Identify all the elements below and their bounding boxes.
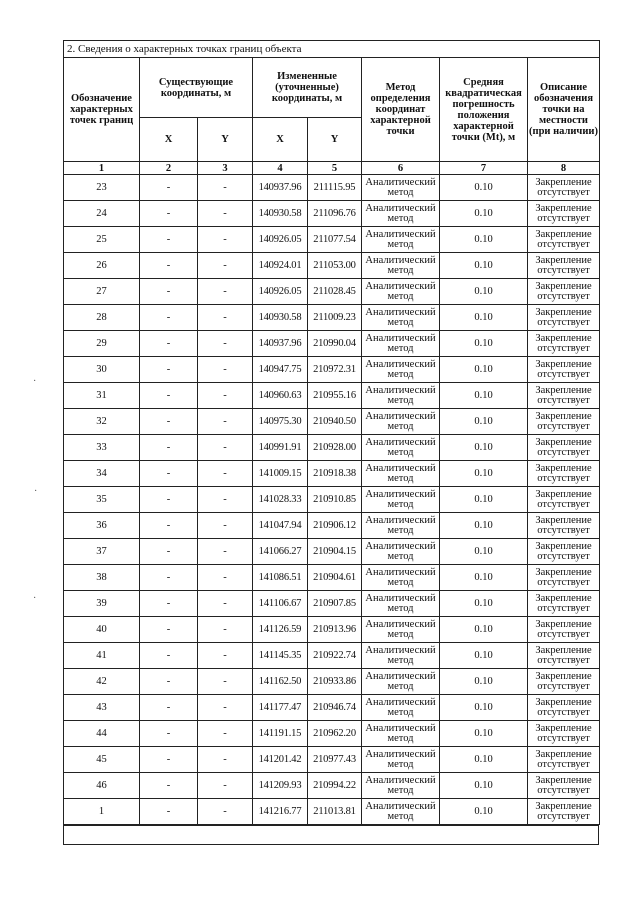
cell-changed-y: 211053.00	[308, 253, 362, 279]
cell-changed-x: 141106.67	[253, 591, 308, 617]
cell-method: Аналитический метод	[362, 721, 440, 747]
table-row	[64, 305, 600, 331]
cell-error: 0.10	[440, 305, 528, 331]
cell-existing-x: -	[140, 773, 198, 799]
cell-method: Аналитический метод	[362, 747, 440, 773]
cell-changed-y: 210913.96	[308, 617, 362, 643]
cell-existing-y: -	[198, 773, 253, 799]
cell-changed-x: 140930.58	[253, 201, 308, 227]
cell-method: Аналитический метод	[362, 175, 440, 201]
header-method: Метод определения координат характерной точки	[362, 58, 440, 162]
header-description: Описание обозначения точки на местности (при наличии)	[528, 58, 600, 162]
cell-changed-y: 210910.85	[308, 487, 362, 513]
cell-point-id: 39	[64, 591, 140, 617]
column-number-row	[64, 162, 600, 175]
column-number: 3	[198, 162, 253, 175]
cell-method: Аналитический метод	[362, 617, 440, 643]
cell-description: Закрепление отсутствует	[528, 305, 600, 331]
table-footer	[63, 825, 599, 845]
table-row	[64, 643, 600, 669]
cell-existing-y: -	[198, 591, 253, 617]
cell-method: Аналитический метод	[362, 565, 440, 591]
cell-description: Закрепление отсутствует	[528, 695, 600, 721]
cell-method: Аналитический метод	[362, 539, 440, 565]
cell-error: 0.10	[440, 409, 528, 435]
cell-existing-y: -	[198, 487, 253, 513]
cell-changed-y: 211028.45	[308, 279, 362, 305]
cell-description: Закрепление отсутствует	[528, 721, 600, 747]
table-row	[64, 747, 600, 773]
cell-point-id: 38	[64, 565, 140, 591]
column-number: 5	[308, 162, 362, 175]
table-row	[64, 513, 600, 539]
cell-error: 0.10	[440, 695, 528, 721]
cell-existing-y: -	[198, 669, 253, 695]
cell-error: 0.10	[440, 513, 528, 539]
cell-changed-y: 210906.12	[308, 513, 362, 539]
table-row	[64, 331, 600, 357]
cell-point-id: 45	[64, 747, 140, 773]
column-number: 1	[64, 162, 140, 175]
cell-error: 0.10	[440, 357, 528, 383]
cell-existing-y: -	[198, 175, 253, 201]
cell-changed-x: 140930.58	[253, 305, 308, 331]
column-number: 8	[528, 162, 600, 175]
cell-point-id: 30	[64, 357, 140, 383]
cell-method: Аналитический метод	[362, 279, 440, 305]
cell-point-id: 29	[64, 331, 140, 357]
cell-existing-x: -	[140, 539, 198, 565]
cell-method: Аналитический метод	[362, 253, 440, 279]
cell-existing-y: -	[198, 617, 253, 643]
cell-existing-y: -	[198, 435, 253, 461]
table-row	[64, 565, 600, 591]
cell-error: 0.10	[440, 643, 528, 669]
cell-changed-y: 210904.15	[308, 539, 362, 565]
cell-existing-x: -	[140, 201, 198, 227]
cell-changed-x: 140947.75	[253, 357, 308, 383]
cell-existing-y: -	[198, 227, 253, 253]
column-number: 2	[140, 162, 198, 175]
cell-point-id: 44	[64, 721, 140, 747]
table-row	[64, 175, 600, 201]
cell-error: 0.10	[440, 773, 528, 799]
column-number: 4	[253, 162, 308, 175]
cell-error: 0.10	[440, 175, 528, 201]
cell-point-id: 41	[64, 643, 140, 669]
cell-error: 0.10	[440, 669, 528, 695]
cell-error: 0.10	[440, 383, 528, 409]
cell-description: Закрепление отсутствует	[528, 773, 600, 799]
cell-point-id: 32	[64, 409, 140, 435]
cell-existing-x: -	[140, 357, 198, 383]
cell-existing-x: -	[140, 409, 198, 435]
cell-error: 0.10	[440, 799, 528, 825]
cell-existing-x: -	[140, 175, 198, 201]
cell-changed-x: 141162.50	[253, 669, 308, 695]
cell-changed-y: 210977.43	[308, 747, 362, 773]
cell-changed-x: 141177.47	[253, 695, 308, 721]
cell-changed-x: 141086.51	[253, 565, 308, 591]
header-changed-x: X	[253, 118, 308, 162]
table-row	[64, 357, 600, 383]
header-existing-x: X	[140, 118, 198, 162]
cell-point-id: 24	[64, 201, 140, 227]
table-row	[64, 201, 600, 227]
cell-point-id: 46	[64, 773, 140, 799]
scan-speck: ·	[34, 486, 38, 497]
cell-changed-y: 210940.50	[308, 409, 362, 435]
cell-existing-y: -	[198, 253, 253, 279]
header-changed-y: Y	[308, 118, 362, 162]
cell-existing-y: -	[198, 539, 253, 565]
cell-changed-x: 141201.42	[253, 747, 308, 773]
cell-description: Закрепление отсутствует	[528, 331, 600, 357]
table-row	[64, 253, 600, 279]
cell-changed-x: 140937.96	[253, 175, 308, 201]
cell-description: Закрепление отсутствует	[528, 617, 600, 643]
cell-description: Закрепление отсутствует	[528, 799, 600, 825]
cell-description: Закрепление отсутствует	[528, 565, 600, 591]
cell-method: Аналитический метод	[362, 357, 440, 383]
cell-point-id: 1	[64, 799, 140, 825]
table-row	[64, 227, 600, 253]
table-row	[64, 591, 600, 617]
cell-existing-x: -	[140, 617, 198, 643]
cell-description: Закрепление отсутствует	[528, 175, 600, 201]
cell-existing-x: -	[140, 747, 198, 773]
cell-changed-y: 211115.95	[308, 175, 362, 201]
table-row	[64, 695, 600, 721]
table-row	[64, 773, 600, 799]
cell-changed-y: 210907.85	[308, 591, 362, 617]
cell-changed-y: 210955.16	[308, 383, 362, 409]
cell-changed-x: 141126.59	[253, 617, 308, 643]
cell-changed-x: 140960.63	[253, 383, 308, 409]
cell-method: Аналитический метод	[362, 383, 440, 409]
cell-existing-x: -	[140, 331, 198, 357]
table-row	[64, 721, 600, 747]
cell-description: Закрепление отсутствует	[528, 487, 600, 513]
cell-method: Аналитический метод	[362, 799, 440, 825]
cell-existing-y: -	[198, 565, 253, 591]
cell-changed-y: 211013.81	[308, 799, 362, 825]
cell-method: Аналитический метод	[362, 773, 440, 799]
cell-point-id: 37	[64, 539, 140, 565]
cell-existing-y: -	[198, 357, 253, 383]
scan-speck: ·	[33, 376, 37, 387]
cell-error: 0.10	[440, 591, 528, 617]
cell-existing-y: -	[198, 201, 253, 227]
cell-error: 0.10	[440, 201, 528, 227]
cell-description: Закрепление отсутствует	[528, 253, 600, 279]
cell-existing-x: -	[140, 591, 198, 617]
table-row	[64, 669, 600, 695]
cell-changed-x: 141209.93	[253, 773, 308, 799]
header-existing: Существующие координаты, м	[140, 58, 253, 118]
cell-description: Закрепление отсутствует	[528, 279, 600, 305]
cell-method: Аналитический метод	[362, 461, 440, 487]
cell-method: Аналитический метод	[362, 643, 440, 669]
column-number: 7	[440, 162, 528, 175]
cell-existing-y: -	[198, 747, 253, 773]
cell-changed-y: 210946.74	[308, 695, 362, 721]
cell-existing-y: -	[198, 721, 253, 747]
cell-method: Аналитический метод	[362, 591, 440, 617]
cell-existing-x: -	[140, 461, 198, 487]
cell-changed-x: 140937.96	[253, 331, 308, 357]
cell-existing-x: -	[140, 695, 198, 721]
cell-changed-y: 210904.61	[308, 565, 362, 591]
cell-changed-y: 210994.22	[308, 773, 362, 799]
cell-error: 0.10	[440, 747, 528, 773]
cell-changed-x: 141066.27	[253, 539, 308, 565]
cell-existing-x: -	[140, 487, 198, 513]
document-sheet	[63, 40, 599, 845]
cell-error: 0.10	[440, 435, 528, 461]
cell-changed-y: 210990.04	[308, 331, 362, 357]
cell-existing-y: -	[198, 305, 253, 331]
cell-changed-y: 210972.31	[308, 357, 362, 383]
cell-changed-x: 140975.30	[253, 409, 308, 435]
cell-error: 0.10	[440, 487, 528, 513]
cell-changed-x: 140926.05	[253, 279, 308, 305]
cell-changed-x: 141216.77	[253, 799, 308, 825]
cell-method: Аналитический метод	[362, 669, 440, 695]
cell-point-id: 28	[64, 305, 140, 331]
cell-error: 0.10	[440, 331, 528, 357]
cell-error: 0.10	[440, 227, 528, 253]
cell-existing-y: -	[198, 331, 253, 357]
cell-description: Закрепление отсутствует	[528, 227, 600, 253]
cell-changed-x: 141009.15	[253, 461, 308, 487]
header-error: Средняя квадратическая погрешность положения характерной точки (Mt), м	[440, 58, 528, 162]
cell-existing-x: -	[140, 799, 198, 825]
table-row	[64, 383, 600, 409]
cell-changed-y: 210962.20	[308, 721, 362, 747]
cell-existing-x: -	[140, 383, 198, 409]
cell-point-id: 26	[64, 253, 140, 279]
cell-existing-y: -	[198, 695, 253, 721]
section-title: 2. Сведения о характерных точках границ объекта	[64, 41, 600, 58]
cell-description: Закрепление отсутствует	[528, 461, 600, 487]
cell-description: Закрепление отсутствует	[528, 643, 600, 669]
cell-error: 0.10	[440, 461, 528, 487]
cell-description: Закрепление отсутствует	[528, 747, 600, 773]
cell-changed-y: 210918.38	[308, 461, 362, 487]
cell-existing-x: -	[140, 643, 198, 669]
table-row	[64, 617, 600, 643]
cell-existing-x: -	[140, 279, 198, 305]
cell-description: Закрепление отсутствует	[528, 669, 600, 695]
scan-speck: ·	[33, 593, 37, 604]
cell-error: 0.10	[440, 617, 528, 643]
table-row	[64, 409, 600, 435]
cell-existing-y: -	[198, 461, 253, 487]
cell-changed-x: 141028.33	[253, 487, 308, 513]
cell-existing-x: -	[140, 305, 198, 331]
cell-point-id: 42	[64, 669, 140, 695]
header-point: Обозначение характерных точек границ	[64, 58, 140, 162]
cell-point-id: 23	[64, 175, 140, 201]
cell-error: 0.10	[440, 253, 528, 279]
table-row	[64, 279, 600, 305]
header-existing-y: Y	[198, 118, 253, 162]
cell-description: Закрепление отсутствует	[528, 409, 600, 435]
cell-error: 0.10	[440, 721, 528, 747]
cell-changed-x: 141191.15	[253, 721, 308, 747]
cell-changed-x: 140924.01	[253, 253, 308, 279]
cell-point-id: 27	[64, 279, 140, 305]
cell-changed-x: 141145.35	[253, 643, 308, 669]
cell-description: Закрепление отсутствует	[528, 591, 600, 617]
cell-point-id: 35	[64, 487, 140, 513]
cell-changed-y: 211077.54	[308, 227, 362, 253]
cell-method: Аналитический метод	[362, 227, 440, 253]
cell-changed-y: 210922.74	[308, 643, 362, 669]
cell-error: 0.10	[440, 565, 528, 591]
table-row	[64, 461, 600, 487]
table-row	[64, 435, 600, 461]
empty-footer-cell	[64, 826, 599, 845]
table-row	[64, 539, 600, 565]
cell-method: Аналитический метод	[362, 695, 440, 721]
cell-point-id: 25	[64, 227, 140, 253]
cell-method: Аналитический метод	[362, 435, 440, 461]
cell-error: 0.10	[440, 279, 528, 305]
boundary-points-table	[63, 40, 600, 825]
cell-changed-y: 210928.00	[308, 435, 362, 461]
cell-point-id: 31	[64, 383, 140, 409]
cell-description: Закрепление отсутствует	[528, 201, 600, 227]
cell-description: Закрепление отсутствует	[528, 539, 600, 565]
cell-existing-y: -	[198, 383, 253, 409]
cell-method: Аналитический метод	[362, 201, 440, 227]
cell-changed-x: 141047.94	[253, 513, 308, 539]
cell-point-id: 36	[64, 513, 140, 539]
cell-changed-y: 210933.86	[308, 669, 362, 695]
cell-existing-y: -	[198, 799, 253, 825]
cell-changed-y: 211096.76	[308, 201, 362, 227]
cell-existing-y: -	[198, 643, 253, 669]
cell-method: Аналитический метод	[362, 513, 440, 539]
cell-existing-x: -	[140, 513, 198, 539]
cell-existing-y: -	[198, 279, 253, 305]
cell-existing-x: -	[140, 565, 198, 591]
cell-point-id: 34	[64, 461, 140, 487]
cell-method: Аналитический метод	[362, 305, 440, 331]
cell-changed-x: 140991.91	[253, 435, 308, 461]
cell-existing-y: -	[198, 409, 253, 435]
cell-description: Закрепление отсутствует	[528, 357, 600, 383]
header-changed: Измененные (уточненные) координаты, м	[253, 58, 362, 118]
table-row	[64, 799, 600, 825]
cell-description: Закрепление отсутствует	[528, 513, 600, 539]
table-row	[64, 487, 600, 513]
cell-description: Закрепление отсутствует	[528, 435, 600, 461]
cell-existing-x: -	[140, 721, 198, 747]
cell-existing-x: -	[140, 669, 198, 695]
cell-point-id: 33	[64, 435, 140, 461]
cell-existing-x: -	[140, 435, 198, 461]
cell-existing-x: -	[140, 253, 198, 279]
cell-description: Закрепление отсутствует	[528, 383, 600, 409]
cell-point-id: 43	[64, 695, 140, 721]
cell-method: Аналитический метод	[362, 487, 440, 513]
cell-existing-x: -	[140, 227, 198, 253]
cell-error: 0.10	[440, 539, 528, 565]
cell-changed-y: 211009.23	[308, 305, 362, 331]
cell-point-id: 40	[64, 617, 140, 643]
cell-method: Аналитический метод	[362, 331, 440, 357]
cell-method: Аналитический метод	[362, 409, 440, 435]
column-number: 6	[362, 162, 440, 175]
cell-changed-x: 140926.05	[253, 227, 308, 253]
cell-existing-y: -	[198, 513, 253, 539]
